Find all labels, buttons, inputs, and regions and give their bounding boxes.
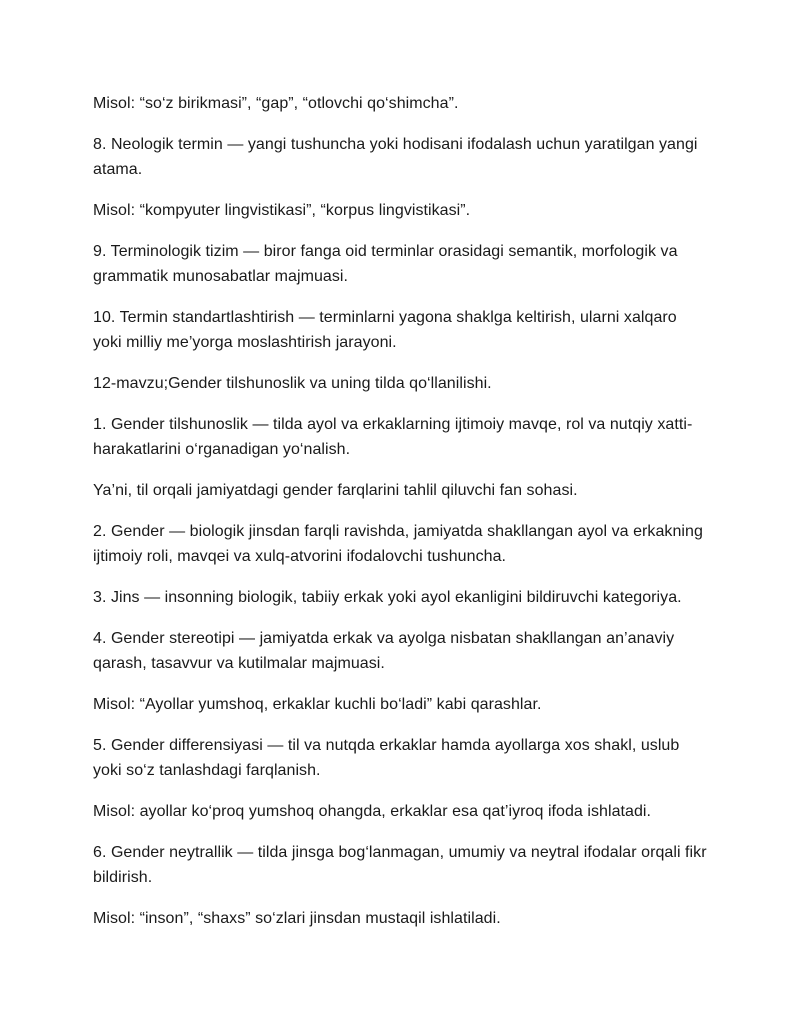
paragraph-gender-linguistics: 1. Gender tilshunoslik — tilda ayol va erkaklarning ijtimoiy mavqe, rol va nutqiy xatti-harakatlarini o‘rganadigan yo‘nalish.: [93, 416, 693, 458]
paragraph-gender-definition: 2. Gender — biologik jinsdan farqli ravishda, jamiyatda shakllangan ayol va erkakning ijtimoiy roli, mavqei va xulq-atvorini ifodalovchi tushuncha.: [93, 523, 703, 565]
document-body: [93, 91, 708, 947]
paragraph-gender-stereotype: 4. Gender stereotipi — jamiyatda erkak va ayolga nisbatan shakllangan an’anaviy qarash, tasavvur va kutilmalar majmuasi.: [93, 630, 675, 672]
paragraph-gender-neutrality: 6. Gender neytrallik — tilda jinsga bog‘lanmagan, umumiy va neytral ifodalar orqali fikr bildirish.: [93, 844, 707, 886]
paragraph-topic-heading: 12-mavzu;Gender tilshunoslik va uning tilda qo‘llanilishi.: [93, 375, 492, 392]
paragraph-example-linguistics: Misol: “kompyuter lingvistikasi”, “korpus lingvistikasi”.: [93, 202, 471, 219]
paragraph-example-neutrality: Misol: “inson”, “shaxs” so‘zlari jinsdan mustaqil ishlatiladi.: [93, 910, 501, 927]
paragraph-sex-definition: 3. Jins — insonning biologik, tabiiy erkak yoki ayol ekanligini bildiruvchi kategoriya.: [93, 589, 682, 606]
paragraph-neologism-term: 8. Neologik termin — yangi tushuncha yoki hodisani ifodalash uchun yaratilgan yangi atama.: [93, 136, 698, 178]
paragraph-example-differentiation: Misol: ayollar ko‘proq yumshoq ohangda, erkaklar esa qat’iyroq ifoda ishlatadi.: [93, 803, 652, 820]
paragraph-example-phrases: Misol: “so‘z birikmasi”, “gap”, “otlovchi qo‘shimcha”.: [93, 95, 459, 112]
paragraph-terminology-system: 9. Terminologik tizim — biror fanga oid terminlar orasidagi semantik, morfologik va grammatik munosabatlar majmuasi.: [93, 243, 678, 285]
paragraph-term-standardization: 10. Termin standartlashtirish — terminlarni yagona shaklga keltirish, ularni xalqaro yoki milliy me’yorga moslashtirish jarayoni.: [93, 309, 677, 351]
paragraph-example-stereotype: Misol: “Ayollar yumshoq, erkaklar kuchli bo‘ladi” kabi qarashlar.: [93, 696, 542, 713]
paragraph-gender-differentiation: 5. Gender differensiyasi — til va nutqda erkaklar hamda ayollarga xos shakl, uslub yoki so‘z tanlashdagi farqlanish.: [93, 737, 680, 779]
paragraph-gender-linguistics-summary: Ya’ni, til orqali jamiyatdagi gender farqlarini tahlil qiluvchi fan sohasi.: [93, 482, 578, 499]
